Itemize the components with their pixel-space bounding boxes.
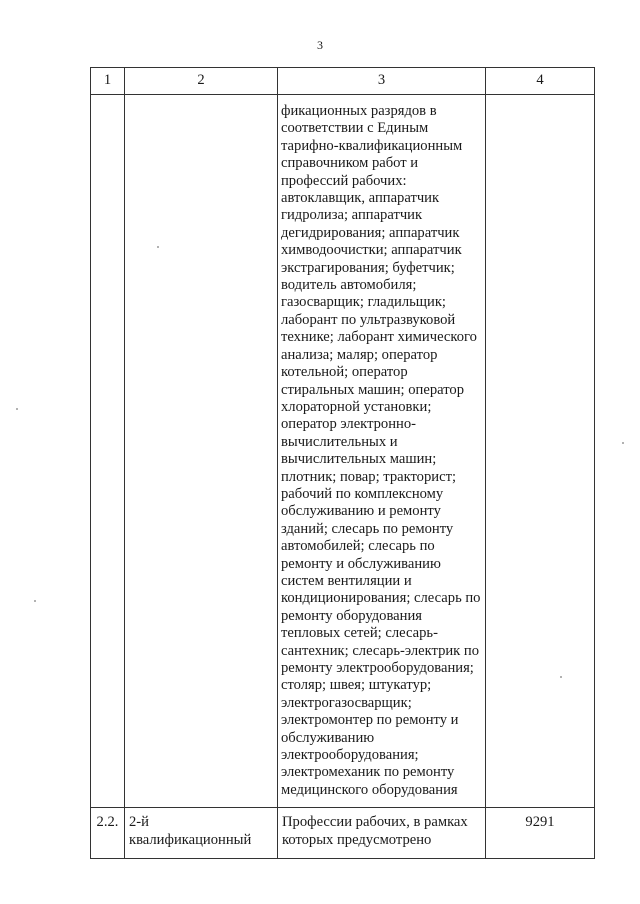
salary-cell <box>486 95 595 808</box>
profession-line: электрогазосварщик; <box>281 694 412 711</box>
scan-speck <box>157 246 159 248</box>
salary-cell: 9291 <box>486 808 595 859</box>
profession-line: водитель автомобиля; <box>281 277 417 294</box>
profession-line: автоклавщик, аппаратчик <box>281 190 440 207</box>
profession-line: электрооборудования; <box>281 747 419 764</box>
profession-line: вычислительных машин; <box>281 451 437 468</box>
profession-line: электромонтер по ремонту и <box>281 712 459 729</box>
profession-line: рабочий по комплексному <box>281 485 444 502</box>
group-line: квалификационный <box>129 831 252 848</box>
professions-text <box>281 103 483 799</box>
table-row-continuation <box>91 95 595 808</box>
profession-line: анализа; маляр; оператор <box>281 346 438 363</box>
group-cell <box>125 808 278 859</box>
profession-line: экстрагирования; буфетчик; <box>281 259 455 276</box>
profession-line: дегидрирования; аппаратчик <box>281 224 460 241</box>
profession-line: котельной; оператор <box>281 364 408 381</box>
scan-speck <box>560 676 562 678</box>
profession-line: вычислительных и <box>281 433 398 450</box>
row-number-cell: 2.2. <box>91 808 125 859</box>
profession-line: обслуживанию и ремонту <box>281 503 441 520</box>
header-cell-2: 2 <box>125 68 278 95</box>
profession-line: сантехник; слесарь-электрик по <box>281 642 480 659</box>
profession-line: систем вентиляции и <box>281 572 412 589</box>
scan-speck <box>622 442 624 444</box>
description-cell <box>278 808 486 859</box>
row-number-cell <box>91 95 125 808</box>
profession-line: электромеханик по ремонту <box>281 764 455 781</box>
profession-line: фикационных разрядов в <box>281 103 437 119</box>
header-cell-3: 3 <box>278 68 486 95</box>
profession-line: автомобилей; слесарь по <box>281 538 435 555</box>
profession-line: химводоочистки; аппаратчик <box>281 242 462 259</box>
profession-line: обслуживанию <box>281 729 375 746</box>
table-row-2-2 <box>91 808 595 859</box>
profession-line: хлораторной установки; <box>281 398 432 415</box>
profession-line: ремонту оборудования <box>281 607 422 624</box>
profession-line: столяр; швея; штукатур; <box>281 677 432 694</box>
professions-cell <box>278 95 486 808</box>
profession-line: зданий; слесарь по ремонту <box>281 520 454 537</box>
scan-speck <box>34 600 36 602</box>
description-line: которых предусмотрено <box>282 831 432 848</box>
profession-line: профессий рабочих: <box>281 172 407 189</box>
profession-line: оператор электронно- <box>281 416 416 433</box>
table-header-row <box>91 68 595 95</box>
profession-line: плотник; повар; тракторист; <box>281 468 456 485</box>
page-number: 3 <box>317 38 323 52</box>
profession-line: кондиционирования; слесарь по <box>281 590 481 607</box>
profession-line: газосварщик; гладильщик; <box>281 294 446 311</box>
description-line: Профессии рабочих, в рамках <box>282 814 468 831</box>
profession-line: гидролиза; аппаратчик <box>281 207 423 224</box>
profession-line: тепловых сетей; слесарь- <box>281 625 438 642</box>
profession-line: лаборант по ультразвуковой <box>281 311 456 328</box>
profession-line: стиральных машин; оператор <box>281 381 464 398</box>
header-cell-4: 4 <box>486 68 595 95</box>
header-cell-1: 1 <box>91 68 125 95</box>
profession-line: тарифно-квалификационным <box>281 137 463 154</box>
profession-line: справочником работ и <box>281 155 419 172</box>
salary-table <box>90 67 595 859</box>
profession-line: ремонту и обслуживанию <box>281 555 441 572</box>
profession-line: медицинского оборудования <box>281 781 458 798</box>
profession-line: технике; лаборант химического <box>281 329 477 346</box>
group-line: 2-й <box>129 814 149 831</box>
group-cell <box>125 95 278 808</box>
scan-speck <box>16 408 18 410</box>
profession-line: соответствии с Единым <box>281 120 429 137</box>
profession-line: ремонту электрооборудования; <box>281 660 474 676</box>
